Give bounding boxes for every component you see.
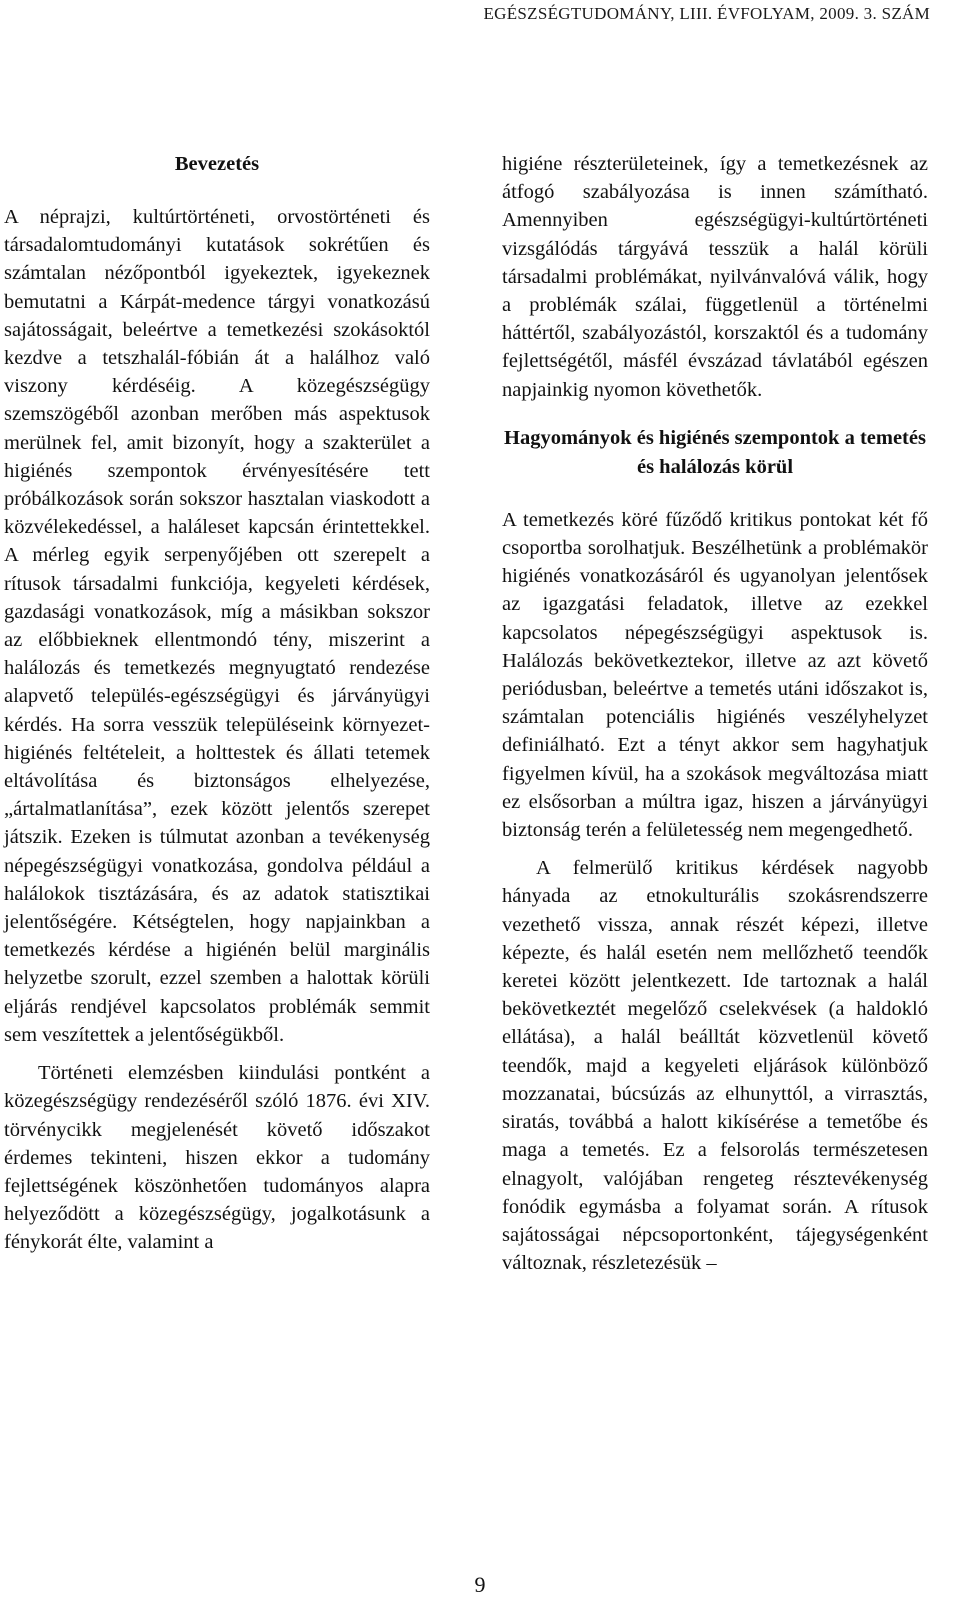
section-heading-introduction: Bevezetés bbox=[174, 153, 260, 175]
running-head: EGÉSZSÉGTUDOMÁNY, LIII. ÉVFOLYAM, 2009. 3. SZÁM bbox=[483, 4, 930, 23]
right-column bbox=[502, 150, 928, 1277]
section-heading-traditions: Hagyományok és higiénés szempontok a temetés és halálozás körül bbox=[504, 426, 926, 478]
body-paragraph: A temetkezés köré fűződő kritikus pontokat két fő csoportba sorolhatjuk. Beszélhetünk a problémakör higiénés vonatkozásáról és ugyanolyan jelentősek az igazgatási feladatok, illetve az ezekkel kapcsolatos népegészségügyi aspektusok is. Halálozás bekövetkeztekor, illetve az azt követő periódusban, beleértve a temetés utáni időszakot is, számtalan potenciális higiénés veszélyhelyzet definiálható. Ezt a tényt akkor sem hagyhatjuk figyelmen kívül, ha a szokások megváltozása miatt ez elsősorban a múltra igaz, hiszen a járványügyi biztonság terén a felületesség nem megengedhető. bbox=[502, 508, 928, 842]
body-paragraph-continued: higiéne részterületeinek, így a temetkezésnek az átfogó szabályozása is innen számítható. Amennyiben egészségügyi-kultúrtörténeti vizsgálódás tárgyává tesszük a halál körüli társadalmi problémákat, nyilvánvalóvá válik, hogy a problémák szálai, függetlenül a történelmi háttértől, szabályozástól, korszaktól és a tudomány fejlettségétől, másfél évszázad távlatából egészen napjainkig nyomon követhetők. bbox=[502, 153, 928, 401]
page-number: 9 bbox=[474, 1572, 486, 1597]
left-column bbox=[4, 150, 430, 1257]
body-paragraph: A felmerülő kritikus kérdések nagyobb hányada az etnokulturális szokásrendszerre vezethető vissza, annak részét képezi, illetve képezte, és halál esetén nem mellőzhető teendők keretei között jelentkezett. Ide tartoznak a halál bekövetkeztét megelőző cselekvések (a haldokló ellátása), a halál beálltát közvetlenül követő teendők, majd a kegyeleti eljárások különböző mozzanatai, búcsúzás az elhunyttól, a virrasztás, siratás, továbbá a halott kikísérése a temetőbe és maga a temetés. Ez a felsorolás természetesen elnagyolt, valójában rengeteg résztevékenység fonódik egymásba a folyamat során. A rítusok sajátosságai népcsoportonként, tájegységenként változnak, részletezésük – bbox=[502, 857, 928, 1275]
body-paragraph: Történeti elemzésben kiindulási pontként a közegészségügy rendezéséről szóló 1876. évi XIV. törvénycikk megjelenését követő időszakot érdemes tekinteni, hiszen ekkor a tudomány fejlettségének köszönhetően tudományos alapra helyeződött a közegészségügy, jogalkotásunk a fénykorát élte, valamint a bbox=[4, 1062, 430, 1254]
body-paragraph: A néprajzi, kultúrtörténeti, orvostörténeti és társadalomtudományi kutatások sokrétűen és számtalan nézőpontból igyekeztek, igyekeznek bemutatni a Kárpát-medence tárgyi vonatkozású sajátosságait, beleértve a temetkezési szokásoktól kezdve a tetszhalál-fóbián át a halálhoz való viszony kérdéséig. A közegészségügy szemszögéből azonban merőben más aspektusok merülnek fel, amit bizonyít, hogy a szakterület a higiénés szempontok érvényesítésére tett próbálkozások során sokszor hasztalan viaskodott a közvélekedéssel, a haláleset kapcsán érintettekkel. A mérleg egyik serpenyőjében ott szerepelt a rítusok társadalmi funkciója, kegyeleti kérdések, gazdasági vonatkozások, míg a másikban sokszor az előbbieknek ellentmondó tény, miszerint a halálozás és temetkezés megnyugtató rendezése alapvető település-egészségügyi és járványügyi kérdés. Ha sorra vesszük településeink környezet-higiénés feltételeit, a holttestek és állati tetemek eltávolítása és biztonságos elhelyezése, „ártalmatlanítása”, ezek között jelentős szerepet játszik. Ezeken is túlmutat azonban a tevékenység népegészségügyi vonatkozása, gondolva például a halálokok tisztázására, és az adatok statisztikai jelentőségére. Kétségtelen, hogy napjainkban a temetkezés kérdése a higiénén belül marginális helyzetbe szorult, ezzel szemben a halottak körüli eljárás rendjével kapcsolatos problémák semmit sem veszítettek a jelentőségükből. bbox=[4, 206, 430, 1046]
